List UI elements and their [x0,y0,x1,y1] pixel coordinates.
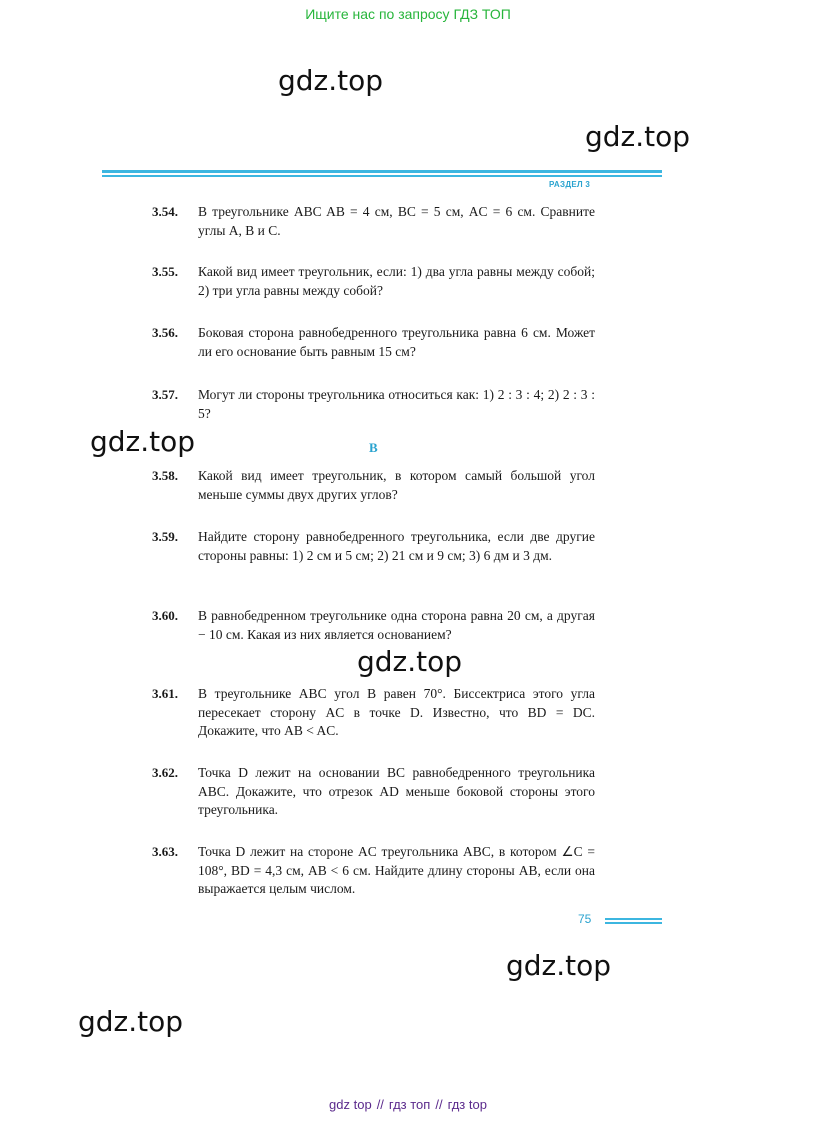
watermark: gdz.top [278,64,384,97]
problem-number: 3.61. [152,686,178,701]
section-label: РАЗДЕЛ 3 [549,180,591,189]
problem-text: В треугольнике ABC AB = 4 см, BC = 5 см, AC = 6 см. Сравните углы A, B и C. [198,204,595,238]
problem-text: Какой вид имеет треугольник, если: 1) два угла равны между собой; 2) три угла равны между собой? [198,264,595,298]
header-rule [102,175,662,177]
problem [152,764,595,820]
watermark: gdz.top [585,120,691,153]
top-banner[interactable]: Ищите нас по запросу ГДЗ ТОП [305,6,511,22]
footer-link[interactable]: gdz top [329,1097,372,1112]
problem-number: 3.59. [152,529,178,544]
footer-link[interactable]: гдз top [447,1097,487,1112]
problem-text: Точка D лежит на основании BC равнобедренного треугольника ABC. Докажите, что отрезок AD меньше боковой стороны этого треугольника. [198,765,595,817]
problem-text: Найдите сторону равнобедренного треугольника, если две другие стороны равны: 1) 2 см и 5 см; 2) 21 см и 9 см; 3) 6 дм и 3 дм. [198,529,595,563]
problem-text: В треугольнике ABC угол B равен 70°. Биссектриса этого угла пересекает сторону AC в точке D. Известно, что BD = DC. Докажите, что AB < AC. [198,686,595,738]
problem-number: 3.57. [152,387,178,402]
problem-number: 3.54. [152,204,178,219]
footer-link[interactable]: гдз топ [388,1097,431,1112]
footer-links [0,1097,816,1112]
problem [152,528,595,565]
problem-number: 3.56. [152,325,178,340]
problem [152,467,595,504]
problem-number: 3.58. [152,468,178,483]
problem-number: 3.63. [152,844,178,859]
problem-text: Могут ли стороны треугольника относиться как: 1) 2 : 3 : 4; 2) 2 : 3 : 5? [198,387,595,421]
header-rule [102,170,662,173]
problem-text: Точка D лежит на стороне AC треугольника ABC, в котором ∠C = 108°, BD = 4,3 см, AB < 6 см. Найдите длину стороны AB, если она выражается целым числом. [198,844,595,896]
problem [152,263,595,300]
problem-text: В равнобедренном треугольнике одна сторона равна 20 см, а другая − 10 см. Какая из них является основанием? [198,608,595,642]
problem-number: 3.60. [152,608,178,623]
problem [152,386,595,423]
watermark: gdz.top [90,425,196,458]
problem [152,685,595,741]
watermark: gdz.top [506,949,612,982]
problem [152,607,595,644]
problem-number: 3.62. [152,765,178,780]
watermark: gdz.top [78,1005,184,1038]
footer-separator: // [435,1097,443,1112]
problem-text: Какой вид имеет треугольник, в котором самый большой угол меньше суммы двух других углов? [198,468,595,502]
problem-number: 3.55. [152,264,178,279]
page-number: 75 [578,912,592,926]
problem [152,324,595,361]
problem-text: Боковая сторона равнобедренного треугольника равна 6 см. Может ли его основание быть равным 15 см? [198,325,595,359]
problem [152,203,595,240]
watermark: gdz.top [357,645,463,678]
subsection-label: B [369,440,378,455]
footer-rule [605,922,662,924]
footer-rule [605,918,662,920]
footer-separator: // [376,1097,384,1112]
problem [152,843,595,899]
